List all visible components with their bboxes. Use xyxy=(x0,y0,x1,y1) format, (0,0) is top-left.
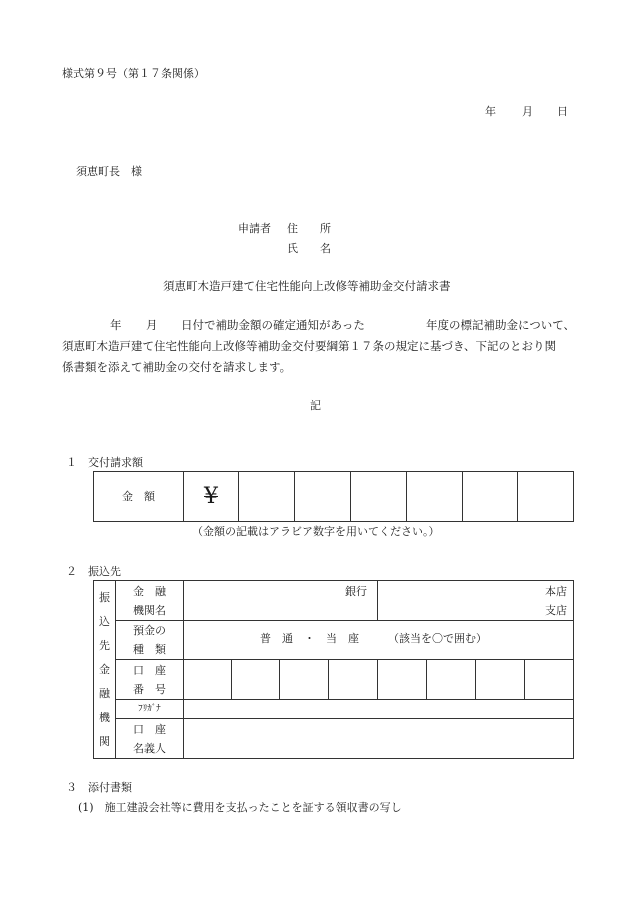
bank-table xyxy=(93,580,574,759)
body-year: 年 xyxy=(110,318,122,332)
amount-label: 金 額 xyxy=(94,472,184,522)
branch-sub-label: 支店 xyxy=(545,604,567,617)
amount-digit-cell[interactable] xyxy=(463,472,518,522)
branch-name-field[interactable] xyxy=(378,581,574,621)
account-digit-cell[interactable] xyxy=(329,660,378,700)
amount-digit-cell[interactable] xyxy=(351,472,407,522)
date-year-label: 年 xyxy=(485,105,496,118)
account-digit-cell[interactable] xyxy=(378,660,427,700)
section2-heading: ２ 振込先 xyxy=(66,565,121,578)
account-holder-field[interactable] xyxy=(184,719,574,759)
branch-main-label: 本店 xyxy=(545,585,567,598)
account-holder-label: 口 座 名義人 xyxy=(116,719,184,759)
section1-heading: １ 交付請求額 xyxy=(66,456,143,469)
account-digit-cell[interactable] xyxy=(525,660,574,700)
furigana-field[interactable] xyxy=(184,700,574,719)
body-line-3: 係書類を添えて補助金の交付を請求します。 xyxy=(62,360,292,374)
bank-suffix: 銀行 xyxy=(345,585,367,598)
account-digit-cell[interactable] xyxy=(280,660,329,700)
form-number: 様式第９号（第１７条関係） xyxy=(62,67,205,80)
account-digit-cell[interactable] xyxy=(232,660,280,700)
addressee: 須恵町長 様 xyxy=(76,165,142,178)
amount-digit-cell[interactable] xyxy=(518,472,574,522)
document-title: 須恵町木造戸建て住宅性能向上改修等補助金交付請求書 xyxy=(163,279,451,293)
account-number-label: 口 座 番 号 xyxy=(116,660,184,700)
section3-heading: ３ 添付書類 xyxy=(66,781,132,794)
attachment-item-1: (1) 施工建設会社等に費用を支払ったことを証する領収書の写し xyxy=(78,801,402,814)
amount-table xyxy=(93,471,574,522)
bank-name-field[interactable] xyxy=(184,581,378,621)
body-month: 月 xyxy=(146,318,158,332)
deposit-type-options: 普 通 ・ 当 座 xyxy=(260,632,359,645)
bank-side-label: 振 込 先 金 融 機 関 xyxy=(94,581,116,759)
furigana-label: ﾌﾘｶﾞﾅ xyxy=(116,700,184,719)
amount-note: （金額の記載はアラビア数字を用いてください。） xyxy=(192,525,440,538)
yen-sign: ¥ xyxy=(184,472,239,522)
body-day-text: 日付で補助金額の確定通知があった xyxy=(181,318,365,332)
deposit-type-label: 預金の 種 類 xyxy=(116,621,184,660)
body-line-2: 須恵町木造戸建て住宅性能向上改修等補助金交付要綱第１７条の規定に基づき、下記のとおり関 xyxy=(62,339,557,353)
ki-label: 記 xyxy=(310,399,321,412)
account-digit-cell[interactable] xyxy=(184,660,232,700)
applicant-name-label: 氏 名 xyxy=(287,242,331,255)
deposit-type-note: （該当を〇で囲む） xyxy=(388,632,487,645)
applicant-address-label: 住 所 xyxy=(287,222,331,235)
date-day-label: 日 xyxy=(557,105,568,118)
date-month-label: 月 xyxy=(522,105,533,118)
amount-digit-cell[interactable] xyxy=(407,472,463,522)
amount-digit-cell[interactable] xyxy=(295,472,351,522)
applicant-label: 申請者 xyxy=(238,222,271,235)
amount-digit-cell[interactable] xyxy=(239,472,295,522)
account-digit-cell[interactable] xyxy=(427,660,476,700)
body-fiscal-year-text: 年度の標記補助金について、 xyxy=(426,318,576,332)
account-digit-cell[interactable] xyxy=(476,660,525,700)
bank-name-label: 金 融 機関名 xyxy=(116,581,184,621)
deposit-type-field[interactable] xyxy=(184,621,574,660)
